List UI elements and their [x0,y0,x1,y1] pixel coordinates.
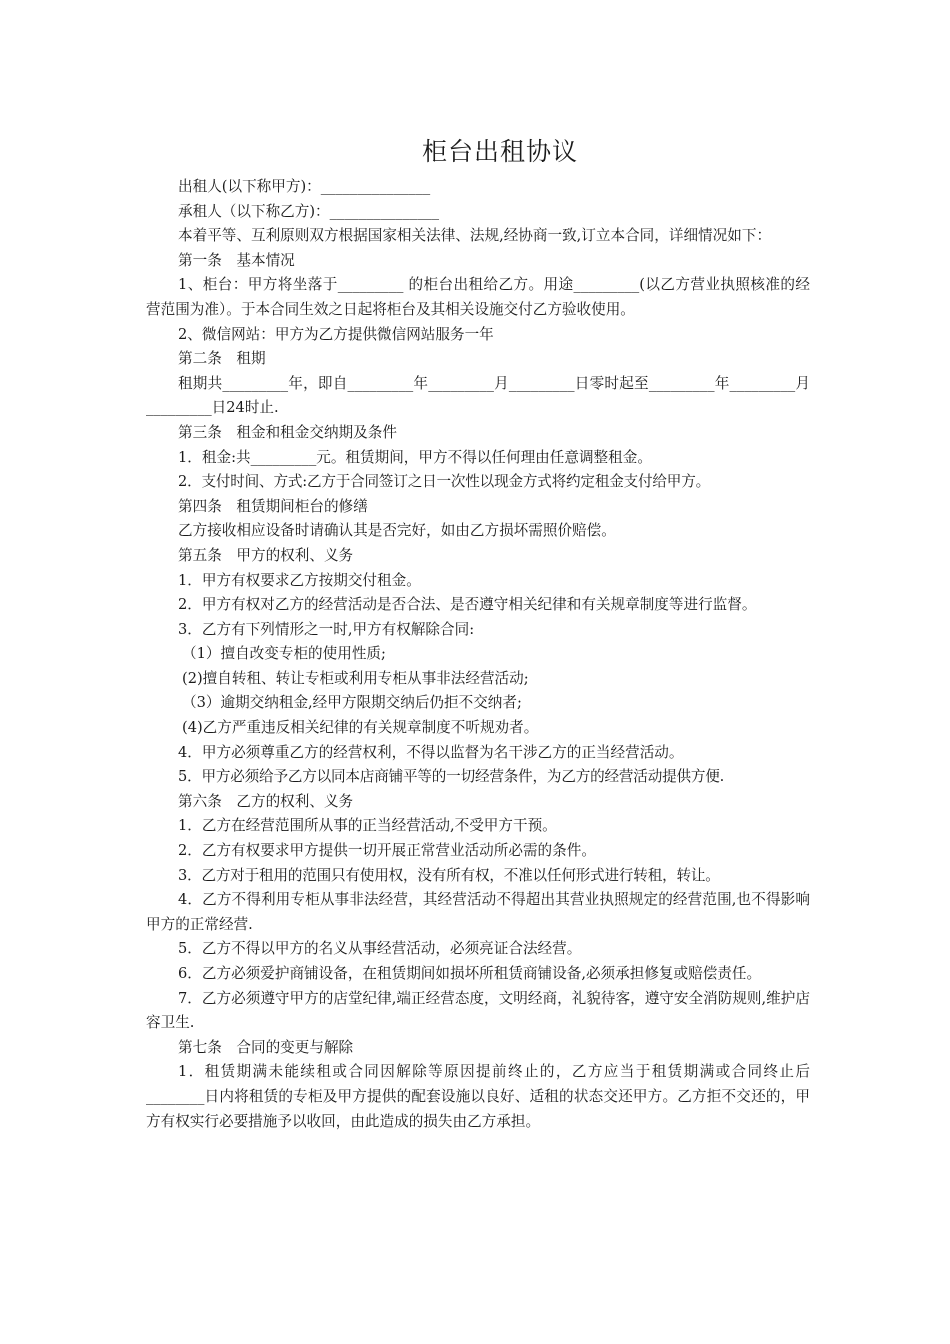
article-5-item-4: (4)乙方严重违反相关纪律的有关规章制度不听规劝者。 [182,719,539,737]
article-3-heading: 第三条 租金和租金交纳期及条件 [178,423,397,441]
preamble: 本着平等、互利原则双方根据国家相关法律、法规,经协商一致,订立本合同，详细情况如下： [178,227,772,245]
article-4-text: 乙方接收相应设备时请确认其是否完好，如由乙方损坏需照价赔偿。 [178,522,616,540]
article-5-clause-3: 3．乙方有下列情形之一时,甲方有权解除合同: [178,620,475,638]
article-1-clause-2: 2、微信网站：甲方为乙方提供微信网站服务一年 [178,325,494,343]
article-4-heading: 第四条 租赁期间柜台的修缮 [178,497,368,515]
article-5-item-3: （3）逾期交纳租金,经甲方限期交纳后仍拒不交纳者; [182,694,522,712]
article-5-item-2: (2)擅自转租、转让专柜或利用专柜从事非法经营活动; [182,669,529,687]
article-5-clause-4: 4．甲方必须尊重乙方的经营权利，不得以监督为名干涉乙方的正当经营活动。 [178,743,684,761]
article-1-clause-1: 1、柜台：甲方将坐落于_________ 的柜台出租给乙方。用途_________(以乙方营业执照核准的经营范围为准）。于本合同生效之日起将柜台及其相关设施交付乙方验收使用。 [146,276,810,318]
article-5-item-1: （1）擅自改变专柜的使用性质; [182,645,386,663]
article-5-clause-1: 1．甲方有权要求乙方按期交付租金。 [178,571,421,589]
article-6-heading: 第六条 乙方的权利、义务 [178,792,354,810]
article-5-clause-5: 5．甲方必须给予乙方以同本店商铺平等的一切经营条件，为乙方的经营活动提供方便. [178,768,725,786]
article-6-clause-2: 2．乙方有权要求甲方提供一切开展正常营业活动所必需的条件。 [178,842,596,860]
article-3-clause-1: 1．租金:共_________元。租赁期间，甲方不得以任何理由任意调整租金。 [178,448,652,466]
article-7-clause-1: 1．租赁期满未能续租或合同因解除等原因提前终止的，乙方应当于租赁期满或合同终止后________日内将租赁的专柜及甲方提供的配套设施以良好、适租的状态交还甲方。乙方拒不交还的，甲方有权实行必要措施予以收回，由此造成的损失由乙方承担。 [146,1063,810,1130]
article-1-heading: 第一条 基本情况 [178,251,295,269]
article-6-clause-7: 7．乙方必须遵守甲方的店堂纪律,端正经营态度，文明经商，礼貌待客，遵守安全消防规则,维护店容卫生. [146,989,810,1032]
article-5-heading: 第五条 甲方的权利、义务 [178,546,354,564]
document-title: 柜台出租协议 [421,137,578,166]
article-6-clause-4: 4．乙方不得利用专柜从事非法经营，其经营活动不得超出其营业执照规定的经营范围,也不得影响甲方的正常经营. [146,891,810,933]
article-6-clause-1: 1．乙方在经营范围所从事的正当经营活动,不受甲方干预。 [178,817,557,835]
article-6-clause-6: 6．乙方必须爱护商铺设备，在租赁期间如损坏所租赁商铺设备,必须承担修复或赔偿责任。 [178,965,762,982]
article-7-heading: 第七条 合同的变更与解除 [178,1038,354,1056]
article-3-clause-2: 2．支付时间、方式:乙方于合同签订之日一次性以现金方式将约定租金支付给甲方。 [178,473,710,491]
article-2-heading: 第二条 租期 [178,350,266,368]
article-2-term: 租期共_________年，即自_________年_________月_________日零时起至_________年_________月_________日24时止. [146,374,810,417]
document-body [146,175,810,1134]
article-5-clause-2: 2．甲方有权对乙方的经营活动是否合法、是否遵守相关纪律和有关规章制度等进行监督。 [178,596,757,614]
article-6-clause-3: 3．乙方对于租用的范围只有使用权，没有所有权，不准以任何形式进行转租，转让。 [178,866,720,884]
lessee-line: 承租人（以下称乙方)：_______________ [178,202,440,220]
lessor-line: 出租人(以下称甲方)：_______________ [178,178,431,195]
article-6-clause-5: 5．乙方不得以甲方的名义从事经营活动，必须亮证合法经营。 [178,940,582,958]
